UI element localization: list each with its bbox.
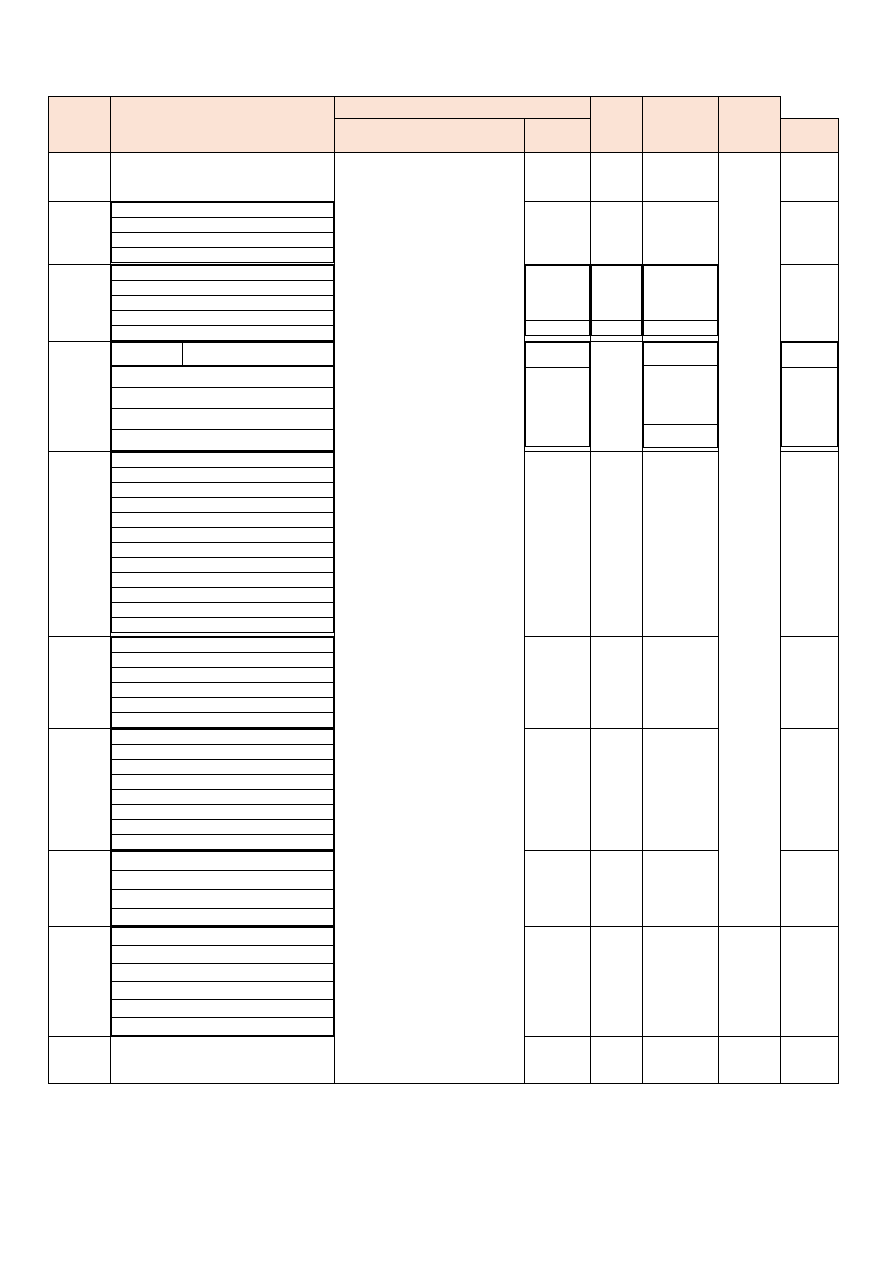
row-4-col8-sublist xyxy=(781,342,838,447)
sub-item xyxy=(112,946,334,964)
sub-item xyxy=(112,603,334,618)
row-4-sublist xyxy=(111,366,334,451)
row-6-sublist xyxy=(111,637,334,728)
row-2-col2 xyxy=(111,202,335,265)
sub-item xyxy=(112,638,334,653)
sub-item xyxy=(112,668,334,683)
sub-item xyxy=(112,653,334,668)
row-3-col5-sublist xyxy=(591,265,642,336)
sub-item xyxy=(112,483,334,498)
row-5-col6 xyxy=(643,452,719,637)
sub-item xyxy=(112,367,334,388)
row-3-sublist xyxy=(111,265,334,341)
sub-item xyxy=(112,790,334,805)
row-7-col5 xyxy=(591,729,643,851)
row-3-col8 xyxy=(781,265,839,342)
row-4-col4-sublist xyxy=(525,342,590,447)
table-header-row-1 xyxy=(49,97,839,119)
row-7-col1 xyxy=(49,729,111,851)
row-5-col1 xyxy=(49,452,111,637)
sub-item xyxy=(112,498,334,513)
header-cell-col3-sub xyxy=(335,119,525,153)
row-9-col2 xyxy=(111,927,335,1037)
sub-item xyxy=(112,468,334,483)
row-10-col6 xyxy=(643,1037,719,1084)
sub-item xyxy=(112,760,334,775)
row-6-col5 xyxy=(591,637,643,729)
sub-item xyxy=(526,321,590,336)
row-4-col6 xyxy=(643,342,719,452)
row-10-col1 xyxy=(49,1037,111,1084)
row-3-col4 xyxy=(525,265,591,342)
sub-item xyxy=(112,266,334,281)
sub-item xyxy=(112,573,334,588)
row-8-col6 xyxy=(643,851,719,927)
row-3-col6 xyxy=(643,265,719,342)
sub-item xyxy=(112,730,334,745)
sub-item xyxy=(592,266,642,321)
table-header xyxy=(49,97,839,153)
header-cell-col5 xyxy=(781,119,839,153)
row-3-col4-sublist xyxy=(525,265,590,336)
sub-item xyxy=(644,425,718,448)
row-2-sublist xyxy=(111,202,334,263)
header-cell-col8 xyxy=(719,97,781,153)
row-4-col8 xyxy=(781,342,839,452)
row-6-col4 xyxy=(525,637,591,729)
sub-item xyxy=(644,366,718,425)
sub-item xyxy=(112,558,334,573)
sub-item xyxy=(112,1000,334,1018)
data-table xyxy=(48,96,839,1084)
sub-item xyxy=(112,528,334,543)
sub-item xyxy=(112,713,334,728)
row-2-col4 xyxy=(525,202,591,265)
row-4-col5 xyxy=(591,342,643,452)
split-label xyxy=(112,343,183,366)
split-value xyxy=(183,343,334,366)
row-5-col4 xyxy=(525,452,591,637)
row-4-col1 xyxy=(49,342,111,452)
header-cell-col4 xyxy=(525,119,591,153)
row-7-sublist xyxy=(111,729,334,850)
row-6-col1 xyxy=(49,637,111,729)
sub-item xyxy=(112,513,334,528)
row-10-col5 xyxy=(591,1037,643,1084)
row-2-col8 xyxy=(781,202,839,265)
sub-item xyxy=(782,343,838,368)
row-9-col4 xyxy=(525,927,591,1037)
sub-item xyxy=(112,218,334,233)
sub-item xyxy=(592,321,642,336)
row-5-sublist xyxy=(111,452,334,633)
sub-item xyxy=(112,388,334,409)
sub-item xyxy=(112,543,334,558)
row-3-col2 xyxy=(111,265,335,342)
header-cell-col7 xyxy=(643,97,719,153)
sub-item xyxy=(112,326,334,341)
row-7-col8 xyxy=(781,729,839,851)
row-9-sublist xyxy=(111,927,334,1036)
header-cell-col3-group xyxy=(335,97,591,119)
row-8-col8 xyxy=(781,851,839,927)
table-row xyxy=(49,153,839,202)
row-1-col5 xyxy=(591,153,643,202)
sub-item xyxy=(112,618,334,633)
row-8-col4 xyxy=(525,851,591,927)
sub-item xyxy=(112,775,334,790)
sub-item xyxy=(112,430,334,451)
sub-item xyxy=(112,835,334,850)
sub-item xyxy=(112,871,334,890)
sub-item xyxy=(112,698,334,713)
sub-item xyxy=(112,852,334,871)
table-body xyxy=(49,153,839,1084)
header-cell-col1 xyxy=(49,97,111,153)
sub-item xyxy=(644,266,718,321)
row-10-col2 xyxy=(111,1037,335,1084)
row-9-col1 xyxy=(49,927,111,1037)
sub-item xyxy=(526,368,590,447)
row-3-col5 xyxy=(591,265,643,342)
sub-item xyxy=(112,928,334,946)
sub-item xyxy=(112,890,334,909)
sub-item xyxy=(112,409,334,430)
sub-item xyxy=(112,233,334,248)
row-4-col4 xyxy=(525,342,591,452)
row-6-col2 xyxy=(111,637,335,729)
sub-item xyxy=(112,248,334,263)
sub-item xyxy=(112,745,334,760)
sub-item xyxy=(112,311,334,326)
sub-item xyxy=(526,266,590,321)
sub-item xyxy=(112,588,334,603)
sub-item xyxy=(112,909,334,926)
row-4-col2 xyxy=(111,342,335,452)
row-10-col4 xyxy=(525,1037,591,1084)
row-2-col6 xyxy=(643,202,719,265)
row-8-col2 xyxy=(111,851,335,927)
row-7-col6 xyxy=(643,729,719,851)
row-9-col8 xyxy=(781,927,839,1037)
merged-col7 xyxy=(719,153,781,927)
row-10-col7 xyxy=(719,1037,781,1084)
sub-item xyxy=(782,368,838,447)
sub-item xyxy=(112,982,334,1000)
row-9-col5 xyxy=(591,927,643,1037)
row-6-col6 xyxy=(643,637,719,729)
row-1-col1 xyxy=(49,153,111,202)
row-10-col8 xyxy=(781,1037,839,1084)
sub-item xyxy=(112,453,334,468)
sub-item xyxy=(112,683,334,698)
row-1-col6 xyxy=(643,153,719,202)
sub-item xyxy=(112,1018,334,1036)
sub-item xyxy=(112,281,334,296)
sub-item xyxy=(644,343,718,366)
row-3-col6-sublist xyxy=(643,265,718,336)
row-7-col4 xyxy=(525,729,591,851)
row-5-col5 xyxy=(591,452,643,637)
sub-item xyxy=(526,343,590,368)
row-1-col8 xyxy=(781,153,839,202)
row-8-col1 xyxy=(49,851,111,927)
sub-item xyxy=(112,820,334,835)
narrative-col3 xyxy=(335,153,525,1084)
row-2-col5 xyxy=(591,202,643,265)
sub-item xyxy=(112,964,334,982)
row-8-sublist xyxy=(111,851,334,926)
row-7-col2 xyxy=(111,729,335,851)
sub-item xyxy=(644,321,718,336)
sub-item xyxy=(112,203,334,218)
row-3-col1 xyxy=(49,265,111,342)
row-9-col7 xyxy=(719,927,781,1037)
header-cell-col6 xyxy=(591,97,643,153)
row-9-col6 xyxy=(643,927,719,1037)
sub-item xyxy=(112,805,334,820)
sub-item xyxy=(112,296,334,311)
row-1-col4 xyxy=(525,153,591,202)
row-4-col6-sublist xyxy=(643,342,718,448)
header-cell-col2 xyxy=(111,97,335,153)
row-5-col8 xyxy=(781,452,839,637)
row-4-split-header xyxy=(111,342,334,366)
row-6-col8 xyxy=(781,637,839,729)
row-2-col1 xyxy=(49,202,111,265)
row-8-col5 xyxy=(591,851,643,927)
row-1-col2 xyxy=(111,153,335,202)
row-5-col2 xyxy=(111,452,335,637)
